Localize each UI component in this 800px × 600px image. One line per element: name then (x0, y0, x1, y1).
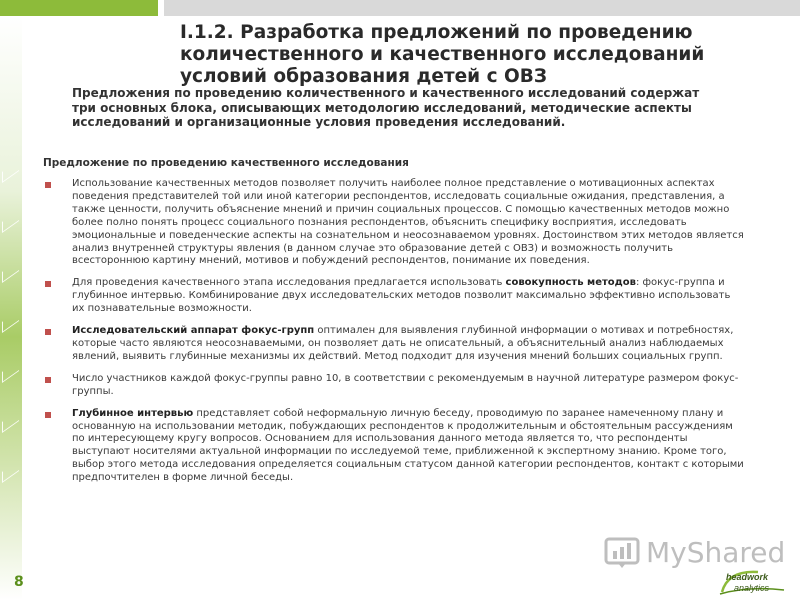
bullet-item (44, 408, 744, 485)
top-bar-grey-segment (164, 0, 800, 16)
intro-paragraph: Предложения по проведению количественного и качественного исследований содержат три основных блока, описывающих методологию исследований, методические аспекты исследований и организационные условия проведения исследований. (72, 86, 700, 129)
bullet-marker (45, 182, 51, 188)
bullet-text-part: Использование качественных методов позволяет получить наиболее полное представление о мотивационных аспектах поведения представителей той или иной категории респондентов, исследовать социальные ожидания, представления, а также ценности, получить объяснение мнений и причин социальных процессов. С помощью качественных методов можно более полно понять процесс социального познания респондентов, объяснить специфику восприятия, исследовать эмоциональные и поведенческие аспекты на сознательном и неосознаваемом уровнях. Достоинством этих методов является анализ внутренней структуры явления (в данном случае это образование детей с ОВЗ) и возможность получить всестороннюю картину мнений, мотивов и побуждений респондентов, понимание их поведения. (72, 178, 744, 267)
strip-chevron (2, 310, 19, 333)
bullet-marker (45, 281, 51, 287)
logo-text-line2: analytics (734, 583, 770, 593)
bullet-text (72, 408, 744, 485)
section-heading: Предложение по проведению качественного исследования (43, 157, 409, 169)
strip-chevron (2, 160, 19, 183)
bullet-text (72, 373, 744, 399)
strip-chevron (2, 460, 19, 483)
strip-chevron (2, 410, 19, 433)
top-accent-bar (0, 0, 800, 16)
bullet-text-part: Число участников каждой фокус-группы равно 10, в соответствии с рекомендуемым в научной литературе размером фокус-группы. (72, 372, 739, 397)
bullet-marker (45, 329, 51, 335)
bullet-item (44, 373, 744, 399)
headwork-analytics-logo (718, 566, 788, 598)
bullet-text-part: оптимален для выявления глубинной информации о мотивах и потребностях, которые часто являются неосознаваемыми, он позволяет дать не описательный, а объяснительный анализ наблюдаемых явлений, выявить глубинные механизмы их действий. Метод подходит для изучения мнений больших социальных групп. (72, 325, 734, 362)
left-decorative-strip (0, 16, 22, 600)
watermark (604, 536, 785, 569)
bullet-text-bold: совокупность методов (505, 277, 636, 289)
bullet-text-part: представляет собой неформальную личную беседу, проводимую по заранее намеченному плану и основанную на использовании методик, побуждающих респондентов к продолжительным и обстоятельным рассуждениям по интересующему кругу вопросов. Основанием для использования данного метода является то, что респонденты выступают носителями актуальной информации по исследуемой теме, приближенной к экспертному знанию. Кроме того, выбор этого метода исследования определяется социальным статусом данной категории респондентов, контакт с которыми предпочтителен в форме личной беседы. (72, 407, 744, 484)
bullet-text (72, 178, 744, 268)
bullet-text (72, 277, 744, 316)
bullet-item (44, 325, 744, 364)
watermark-text: MyShared (646, 536, 786, 569)
bullet-marker (45, 412, 51, 418)
strip-chevron (2, 210, 19, 233)
bullet-item (44, 178, 744, 268)
bullet-text-part: : фокус-группа и глубинное интервью. Комбинирование двух исследовательских методов позволит максимально эффективно использовать их познавательные возможности. (72, 277, 731, 315)
bullet-item (44, 277, 744, 316)
top-bar-green-segment (0, 0, 158, 16)
strip-chevron (2, 260, 19, 283)
slide-title: I.1.2. Разработка предложений по проведению количественного и качественного исследований условий образования детей с ОВЗ (180, 22, 705, 87)
strip-chevron (2, 360, 19, 383)
myshared-icon (604, 537, 644, 569)
page-number: 8 (14, 574, 24, 590)
bullet-text-bold: Исследовательский аппарат фокус-групп (72, 325, 315, 337)
bullet-list (44, 178, 744, 494)
bullet-text-bold: Глубинное интервью (72, 407, 194, 419)
bullet-marker (45, 377, 51, 383)
logo-text-line1: headwork (726, 572, 769, 582)
bullet-text-part: Для проведения качественного этапа исследования предлагается использовать (72, 277, 506, 289)
bullet-text (72, 325, 744, 364)
